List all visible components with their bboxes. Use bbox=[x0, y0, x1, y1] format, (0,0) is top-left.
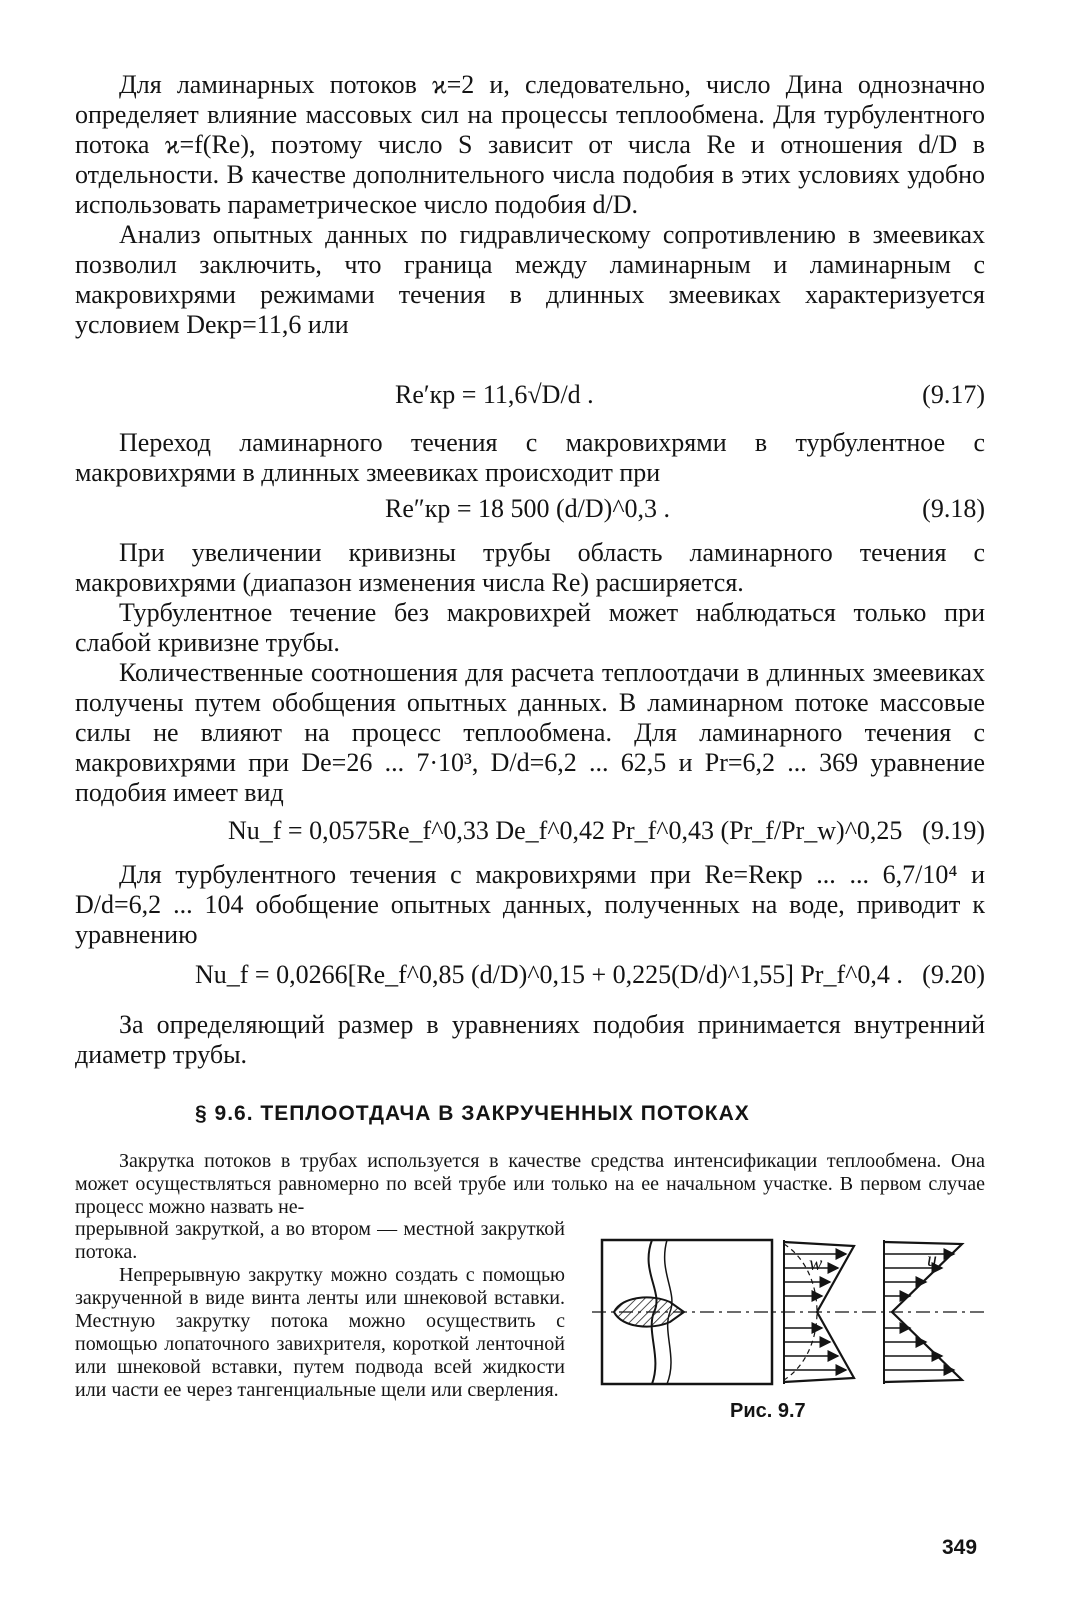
figure-9-7-diagram bbox=[592, 1232, 987, 1390]
equation-9-19-number: (9.19) bbox=[922, 816, 985, 845]
equation-9-20 bbox=[195, 960, 903, 990]
figure-caption: Рис. 9.7 bbox=[730, 1400, 806, 1422]
paragraph-swirl-types: прерывной закруткой, а во втором — местной закруткой потока. bbox=[75, 1218, 565, 1263]
small-text-intro bbox=[75, 1150, 985, 1219]
paragraph-swirl-methods: Непрерывную закрутку можно создать с помощью закрученной в виде винта ленты или шнековой вставки. Местную закрутку потока можно осуществить с помощью лопаточного завихрителя, короткой ленточной или шнековой вставки, путем подвода всей жидкости или части ее через тангенциальные щели или сверления. bbox=[75, 1264, 565, 1401]
paragraph-curvature: При увеличении кривизны трубы область ламинарного течения с макровихрями (диапазон изменения числа Re) расширяется. bbox=[75, 538, 985, 597]
section-heading: § 9.6. ТЕПЛООТДАЧА В ЗАКРУЧЕННЫХ ПОТОКАХ bbox=[195, 1102, 750, 1125]
equation-9-19 bbox=[228, 816, 902, 846]
body-text-top bbox=[75, 70, 985, 340]
paragraph-turbulent: Турбулентное течение без макровихрей может наблюдаться только при слабой кривизне трубы. bbox=[75, 598, 985, 657]
equation-9-19-text: Nu_f = 0,0575Re_f^0,33 De_f^0,42 Pr_f^0,43 (Pr_f/Pr_w)^0,25 bbox=[228, 816, 903, 845]
equation-9-18-number: (9.18) bbox=[922, 494, 985, 523]
equation-9-20-text: Nu_f = 0,0266[Re_f^0,85 (d/D)^0,15 + 0,225(D/d)^1,55] Pr_f^0,4 . bbox=[195, 960, 903, 989]
paragraph-defining-size: За определяющий размер в уравнениях подобия принимается внутренний диаметр трубы. bbox=[75, 1010, 985, 1069]
paragraph-dean-number: Для ламинарных потоков ϰ=2 и, следовательно, число Дина однозначно определяет влияние массовых сил на процессы теплообмена. Для турбулентного потока ϰ=f(Re), поэтому число S зависит от числа Re и отношения d/D в отдельности. В качестве дополнительного числа подобия в этих условиях удобно использовать параметрическое число подобия d/D. bbox=[75, 70, 985, 219]
body-text-middle bbox=[75, 538, 985, 808]
paragraph-resistance-analysis: Анализ опытных данных по гидравлическому сопротивлению в змеевиках позволил заключить, что граница между ламинарным и ламинарным с макровихрями режимами течения в длинных змеевиках характеризуется условием Deкр=11,6 или bbox=[75, 220, 985, 339]
paragraph-transition: Переход ламинарного течения с макровихрями в турбулентное с макровихрями в длинных змеевиках происходит при bbox=[75, 428, 985, 487]
paragraph-quantitative: Количественные соотношения для расчета теплоотдачи в длинных змеевиках получены путем обобщения опытных данных. В ламинарном потоке массовые силы не влияют на процесс теплообмена. Для ламинарного течения с макровихрями при De=26 ... 7·10³, D/d=6,2 ... 62,5 и Pr=6,2 ... 369 уравнение подобия имеет вид bbox=[75, 658, 985, 807]
u-label: u bbox=[927, 1249, 937, 1271]
equation-9-17-text: Re′кр = 11,6√D/d . bbox=[395, 380, 594, 409]
paragraph-swirl-intro: Закрутка потоков в трубах используется в качестве средства интенсификации теплообмена. Она может осуществляться равномерно по всей трубе или только на ее начальном участке. В первом случае процесс можно назвать не- bbox=[75, 1150, 985, 1218]
equation-9-18 bbox=[385, 494, 670, 524]
w-label: w bbox=[809, 1253, 823, 1275]
body-text-turbulent-eq bbox=[75, 860, 985, 950]
body-text-size bbox=[75, 1010, 985, 1070]
body-text-transition bbox=[75, 428, 985, 488]
equation-9-17-number: (9.17) bbox=[922, 380, 985, 409]
equation-9-17 bbox=[395, 380, 594, 410]
page-number: 349 bbox=[942, 1536, 978, 1559]
small-text-left-column bbox=[75, 1218, 565, 1402]
equation-9-20-number: (9.20) bbox=[922, 960, 985, 989]
equation-9-18-text: Re″кр = 18 500 (d/D)^0,3 . bbox=[385, 494, 671, 523]
paragraph-turbulent-equation: Для турбулентного течения с макровихрями при Re=Reкр ... ... 6,7/10⁴ и D/d=6,2 ... 104 обобщение опытных данных, полученных на воде, приводит к уравнению bbox=[75, 860, 985, 949]
